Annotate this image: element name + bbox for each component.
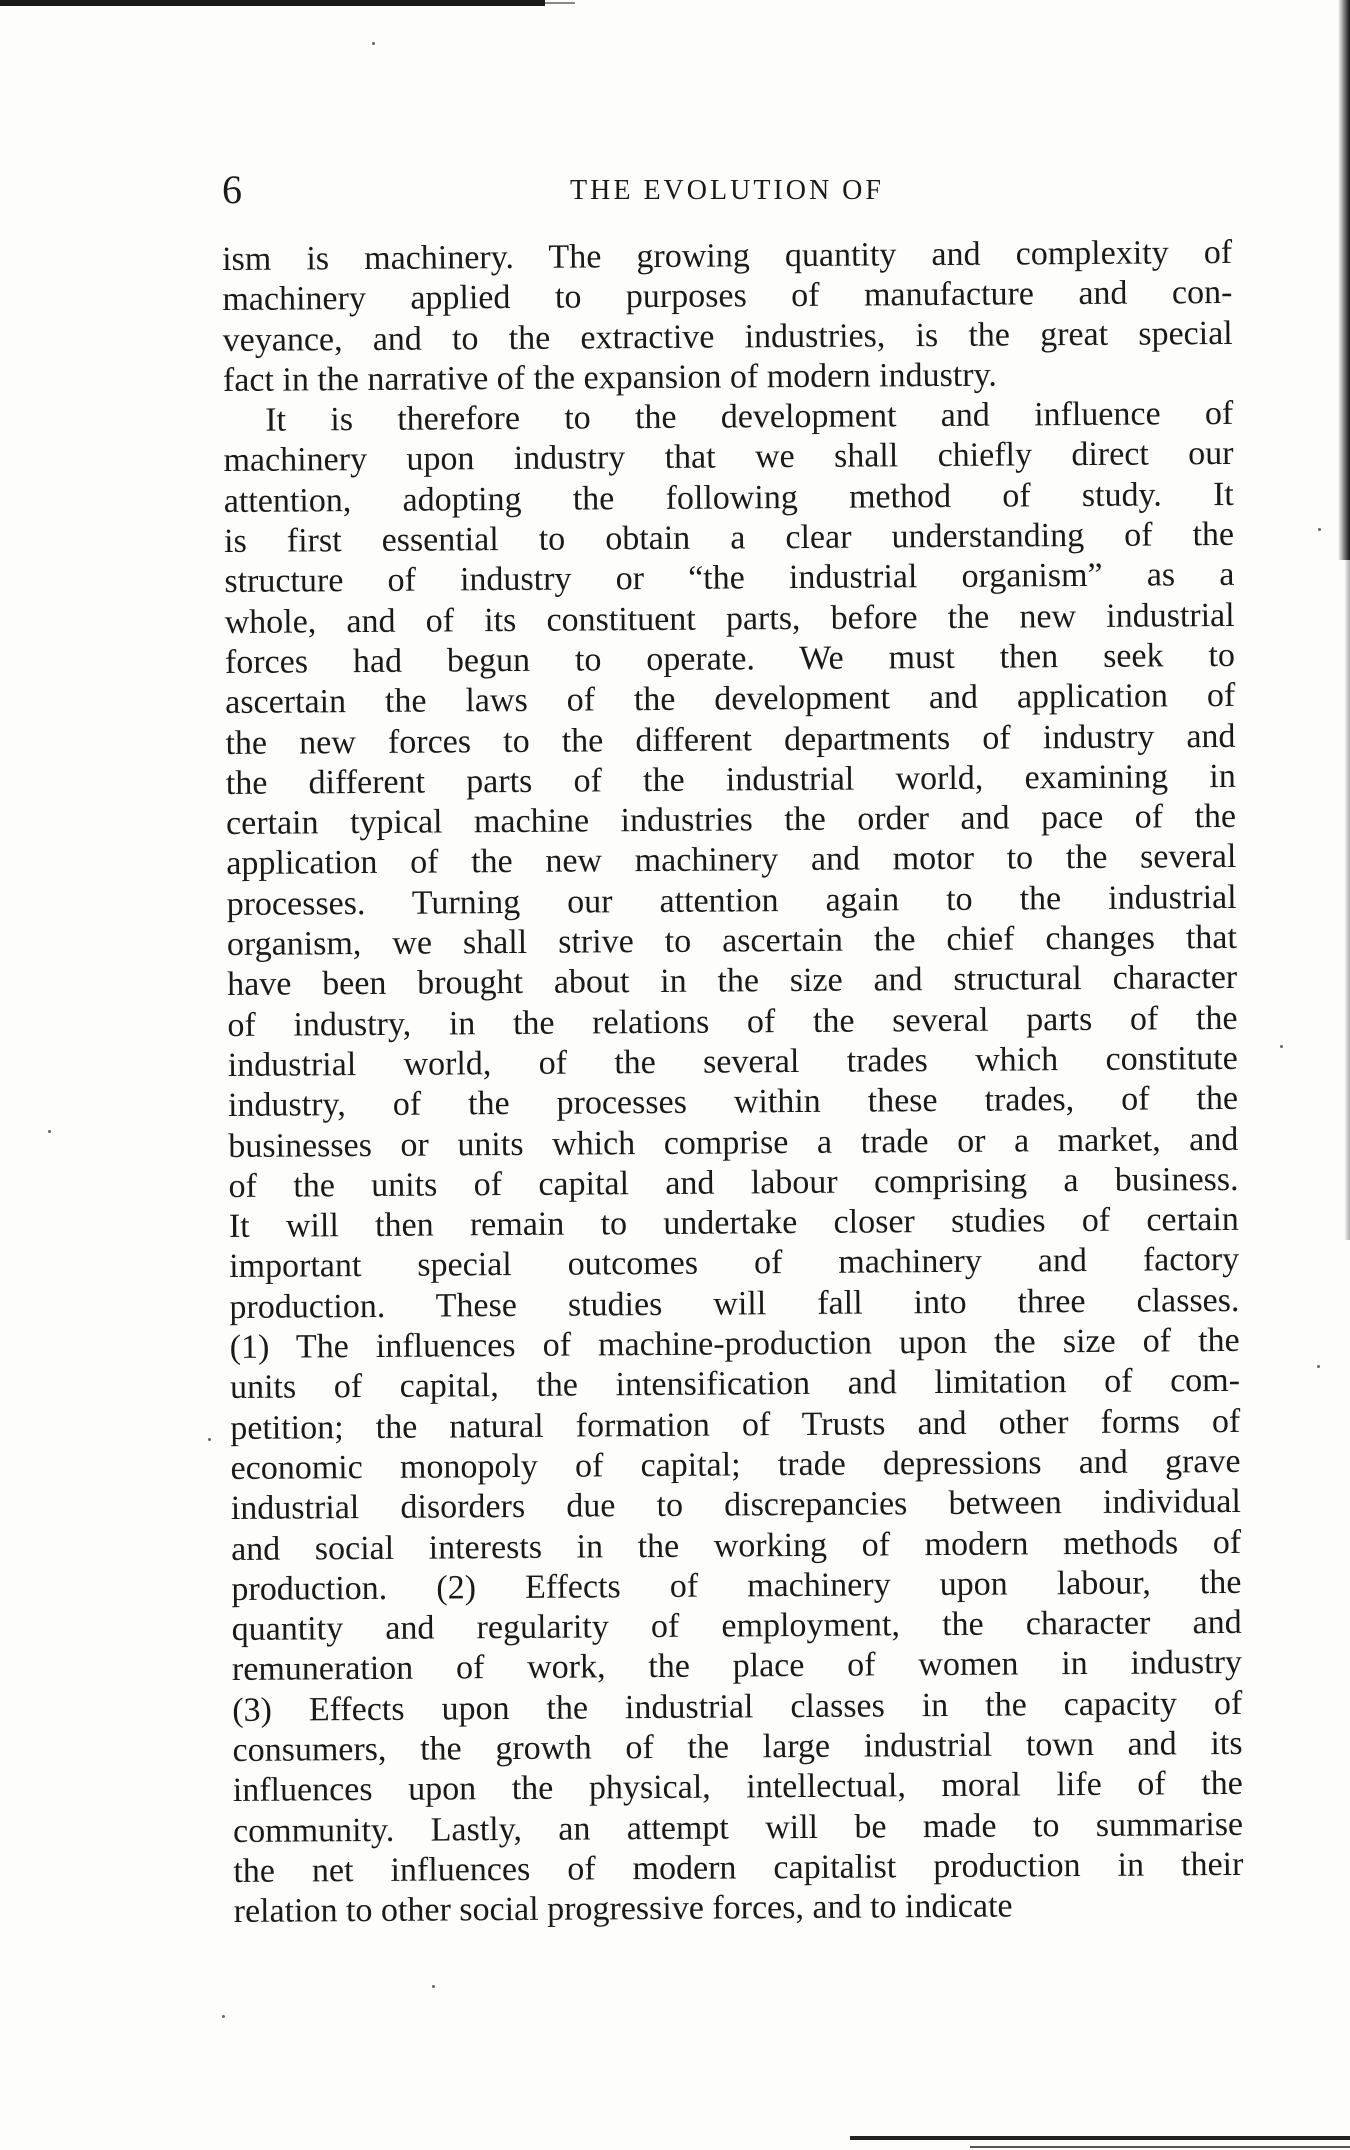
- right-page-edge-shadow: [1338, 0, 1350, 560]
- paper-speck: [208, 1438, 211, 1441]
- text-line: forces had begun to operate. We must then seek to: [224, 636, 1236, 681]
- text-line: and social interests in the working of modern methods of: [231, 1523, 1242, 1568]
- paper-speck: [48, 1130, 51, 1133]
- text-line: attention, adopting the following method of study. It: [223, 475, 1234, 520]
- text-line: structure of industry or “the industrial organism” as a: [224, 556, 1235, 601]
- text-line: influences upon the physical, intellectual, moral life of the: [232, 1765, 1243, 1810]
- text-line: businesses or units which comprise a trade or a market, and: [228, 1120, 1239, 1165]
- text-line: (1) The influences of machine-production upon the size of the: [229, 1321, 1240, 1366]
- page-number: 6: [222, 167, 242, 212]
- text-line: industrial world, of the several trades which constitute: [227, 1039, 1238, 1084]
- text-line: of industry, in the relations of the several parts of the: [227, 999, 1238, 1044]
- text-line: production. These studies will fall into three classes.: [229, 1281, 1240, 1326]
- text-line: certain typical machine industries the order and pace of the: [225, 798, 1237, 843]
- text-line: the net influences of modern capitalist production in their: [233, 1845, 1244, 1890]
- text-line: industry, of the processes within these trades, of the: [227, 1080, 1239, 1125]
- paper-speck: [1280, 1045, 1283, 1048]
- text-line: machinery applied to purposes of manufacture and con-: [222, 274, 1233, 319]
- top-edge-rule: [0, 0, 545, 6]
- right-page-edge-shadow-lower: [1344, 560, 1350, 1240]
- text-line: organism, we shall strive to ascertain the chief changes that: [226, 918, 1238, 964]
- text-line: remuneration of work, the place of women in industry: [231, 1644, 1243, 1689]
- text-line: important special outcomes of machinery and factory: [229, 1241, 1240, 1286]
- text-line: of the units of capital and labour comprising a business.: [228, 1160, 1239, 1205]
- text-line: veyance, and to the extractive industries, is the great special: [222, 314, 1233, 359]
- text-line: fact in the narrative of the expansion of modern industry.: [222, 356, 997, 399]
- paper-speck: [1318, 528, 1321, 531]
- text-line: It will then remain to undertake closer studies of certain: [228, 1201, 1239, 1246]
- text-line: processes. Turning our attention again to the industrial: [226, 878, 1237, 923]
- text-line: have been brought about in the size and structural character: [227, 959, 1238, 1004]
- text-line: community. Lastly, an attempt will be made to summarise: [232, 1805, 1244, 1850]
- bottom-edge-rule: [850, 2136, 1350, 2140]
- text-line: ascertain the laws of the development and application of: [225, 677, 1236, 722]
- text-line: units of capital, the intensification and limitation of com-: [229, 1362, 1241, 1407]
- text-line: whole, and of its constituent parts, before the new industrial: [224, 596, 1235, 641]
- text-line: It is therefore to the development and influence of: [265, 395, 1234, 439]
- text-line: quantity and regularity of employment, the character and: [231, 1604, 1242, 1649]
- text-line: (3) Effects upon the industrial classes in the capacity of: [232, 1684, 1243, 1729]
- paper-speck: [1317, 1365, 1320, 1368]
- text-line: ism is machinery. The growing quantity and complexity of: [222, 233, 1233, 278]
- body-text: [222, 233, 1244, 1932]
- text-line: application of the new machinery and motor to the several: [226, 838, 1237, 883]
- paper-speck: [222, 2015, 225, 2018]
- text-line: industrial disorders due to discrepancies between individual: [230, 1483, 1241, 1528]
- text-line: economic monopoly of capital; trade depressions and grave: [230, 1442, 1241, 1487]
- paper-speck: [432, 1985, 435, 1988]
- text-line: is first essential to obtain a clear understanding of the: [223, 516, 1235, 561]
- running-head: THE EVOLUTION OF: [570, 175, 884, 206]
- text-line: the different parts of the industrial world, examining in: [225, 757, 1236, 802]
- bottom-edge-rule-faint: [970, 2146, 1350, 2148]
- text-line: machinery upon industry that we shall chiefly direct our: [223, 435, 1234, 480]
- text-line: relation to other social progressive forces, and to indicate: [233, 1887, 1013, 1931]
- paper-speck: [372, 42, 375, 45]
- text-line: petition; the natural formation of Trusts and other forms of: [230, 1402, 1241, 1447]
- text-line: consumers, the growth of the large industrial town and its: [232, 1724, 1243, 1769]
- top-edge-rule-faint: [545, 2, 575, 4]
- text-line: production. (2) Effects of machinery upon labour, the: [231, 1563, 1242, 1608]
- page-header: [222, 168, 1232, 218]
- text-line: the new forces to the different departments of industry and: [225, 717, 1236, 762]
